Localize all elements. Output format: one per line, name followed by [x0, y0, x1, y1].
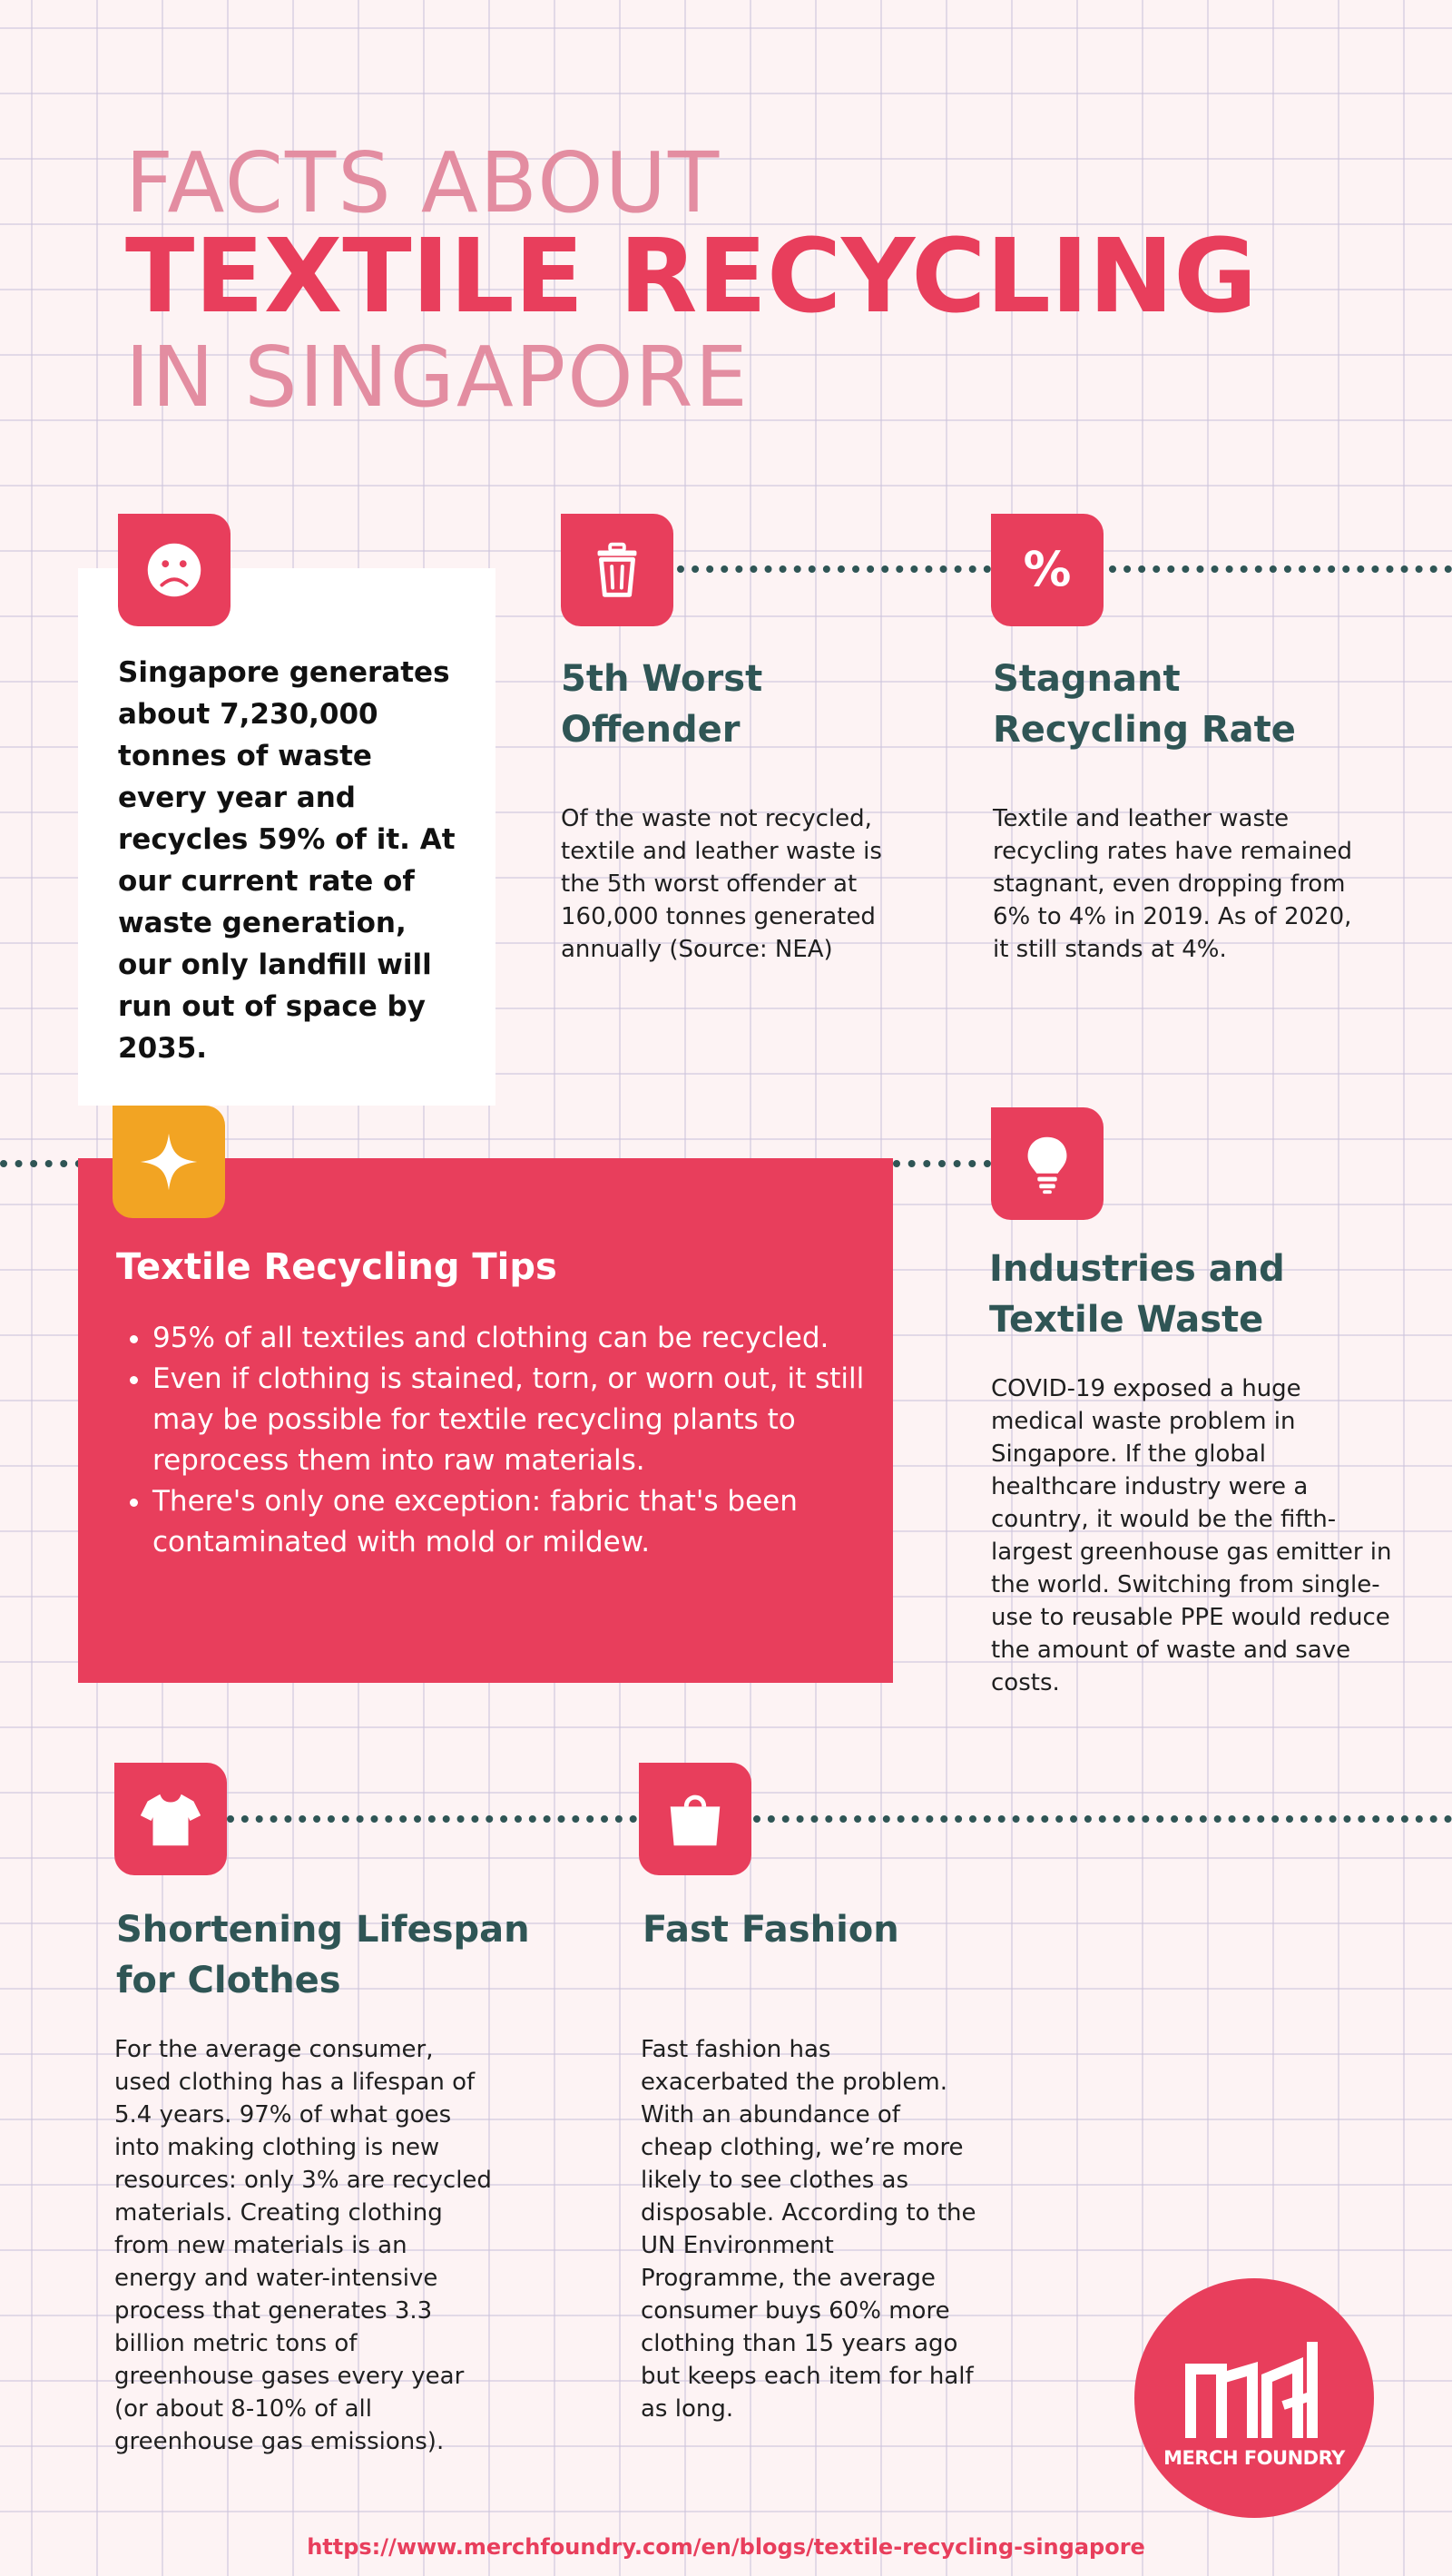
dotted-connector [753, 1815, 1452, 1823]
stagnant-text: Textile and leather waste recycling rates have remained stagnant, even dropping from 6% to 4% in 2019. As of 2020, it still stands at 4%. [993, 805, 1353, 963]
offender-heading [561, 654, 762, 755]
title-line-1: FACTS ABOUT [125, 134, 721, 231]
logo-text: MERCH FOUNDRY [1163, 2447, 1345, 2469]
trash-icon [561, 514, 673, 626]
intro-text: Singapore generates about 7,230,000 tonnes of waste every year and recycles 59% of it. At our current rate of waste generation, our only landfill will run out of space by 2035. [118, 656, 456, 1065]
tip-item: • There's only one exception: fabric that's been contaminated with mold or mildew. [152, 1481, 906, 1563]
tip-item: • Even if clothing is stained, torn, or worn out, it still may be possible for textile recycling plants to reprocess them into raw materials. [152, 1359, 906, 1481]
lightbulb-icon [991, 1107, 1104, 1220]
lifespan-heading-line2: for Clothes [116, 1960, 341, 2001]
tip-item: • 95% of all textiles and clothing can be recycled. [152, 1318, 906, 1359]
tips-list [114, 1318, 906, 1563]
title-line-3: IN SINGAPORE [125, 329, 750, 426]
percent-icon [991, 514, 1104, 626]
tshirt-icon [114, 1763, 227, 1875]
stagnant-heading-line1: Stagnant [993, 658, 1181, 700]
svg-text:%: % [1023, 542, 1072, 598]
lifespan-text: For the average consumer, used clothing has a lifespan of 5.4 years. 97% of what goes into making clothing is new resources: only 3% are recycled materials. Creating clothing from new materials is an energy and water-intensive process that generates 3.3 billion metric tons of greenhouse gases every year (or about 8-10% of all greenhouse gas emissions). [114, 2036, 492, 2455]
dotted-connector [227, 1815, 637, 1823]
source-link[interactable]: https://www.merchfoundry.com/en/blogs/textile-recycling-singapore [307, 2534, 1145, 2560]
industries-text: COVID-19 exposed a huge medical waste problem in Singapore. If the global healthcare industry were a country, it would be the fifth-largest greenhouse gas emitter in the world. Switching from single-use to reusable PPE would reduce the amount of waste and save costs. [991, 1375, 1392, 1696]
lifespan-heading [116, 1904, 530, 2006]
offender-text: Of the waste not recycled, textile and leather waste is the 5th worst offender at 160,000 tonnes generated annually (Source: NEA) [561, 805, 882, 963]
fast-fashion-text: Fast fashion has exacerbated the problem. With an abundance of cheap clothing, we’re more likely to see clothes as disposable. According to the UN Environment Programme, the average consumer buys 60% more clothing than 15 years ago but keeps each item for half as long. [641, 2036, 976, 2423]
dotted-connector [893, 1160, 991, 1167]
shopping-bag-icon [639, 1763, 751, 1875]
dotted-connector [1109, 565, 1452, 573]
lifespan-heading-line1: Shortening Lifespan [116, 1909, 530, 1951]
offender-heading-line2: Offender [561, 709, 741, 751]
dotted-connector [677, 565, 991, 573]
stagnant-heading-line2: Recycling Rate [993, 709, 1296, 751]
tips-heading: Textile Recycling Tips [116, 1246, 557, 1288]
stagnant-heading [993, 654, 1296, 755]
sparkle-icon [113, 1106, 225, 1218]
industries-heading-line1: Industries and [989, 1248, 1285, 1290]
offender-heading-line1: 5th Worst [561, 658, 763, 700]
fast-fashion-heading: Fast Fashion [643, 1909, 899, 1951]
industries-heading-line2: Textile Waste [989, 1299, 1264, 1341]
industries-heading [989, 1244, 1285, 1345]
sad-face-icon [118, 514, 231, 626]
page-title: TEXTILE RECYCLING [125, 218, 1258, 336]
logo-mark-icon [1134, 2278, 1374, 2518]
merch-foundry-logo [1134, 2278, 1374, 2518]
